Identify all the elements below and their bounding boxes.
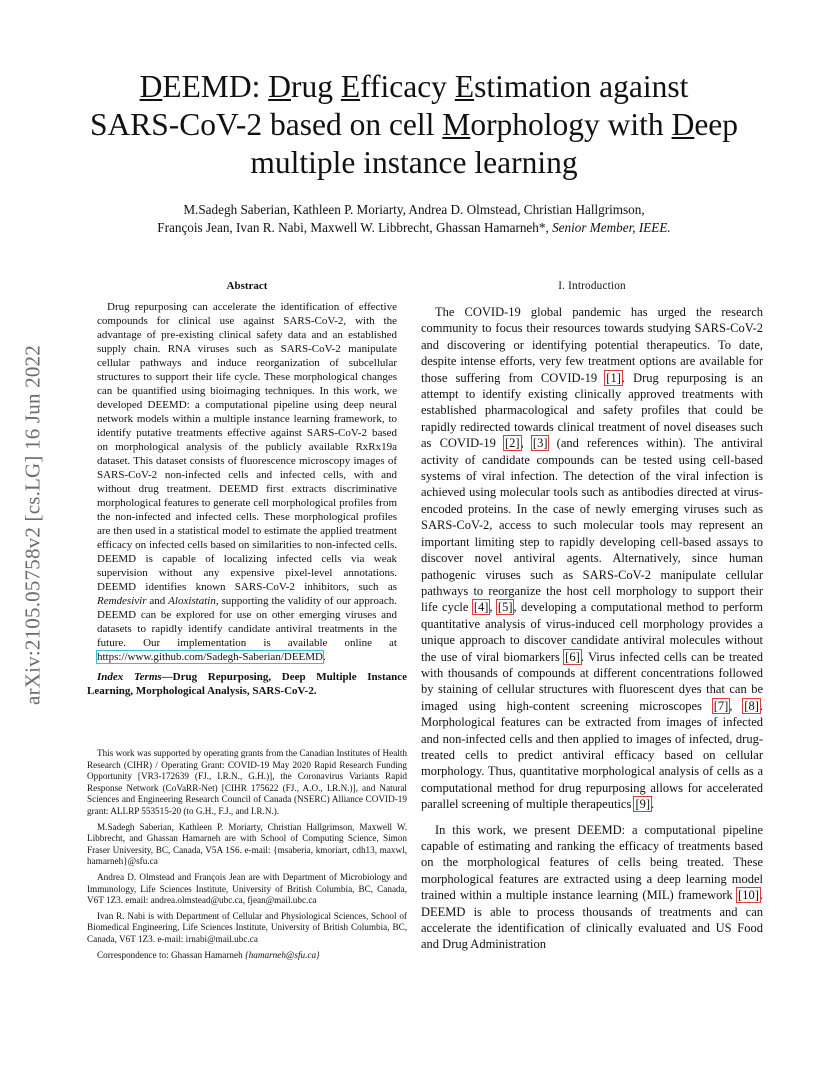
citation-link[interactable]: [2]: [505, 436, 520, 451]
citation-link[interactable]: [4]: [473, 600, 489, 615]
intro-paragraph-1: The COVID-19 global pandemic has urged the research community to focus their resources towards studying SARS-CoV-2 and discovering or identifying potential therapeutics. To date, despite intense efforts, very few treatment options are available for those suffering from COVID-19 [1]. Drug repurposing is an attempt to identify existing clinically approved treatments with established pharmacological and safety profiles that could be rapidly redirected towards clinical treatment of novel diseases such as COVID-19 [2], [3] (and references within). The antiviral activity of candidate compounds can be tested using cell-based systems of viral infection. The detection of the viral infection is achieved using molecular tools such as antibodies directed at virus-encoded proteins. In the case of newly emerging viruses such as SARS-CoV-2, access to such molecular tools may represent an important limiting step to rapidly developing cell-based assays to discover novel antiviral agents. Alternatively, since human pathogenic viruses such as SARS-CoV-2 manipulate cellular pathways to reorganize the host cell morphology to support their life cycle [4], [5], developing a computational method to perform quantitative analysis of virus-induced cell morphology provides a unique approach to discover candidate antiviral molecules without the use of viral biomarkers [6]. Virus infected cells can be treated with thousands of compounds at different concentrations followed by staining of cellular structures with fluorescent dyes that can be imaged using high-content screening microscopes [7], [8]. Morphological features can be extracted from images of infected and non-infected cells and then applied to images of infected, drug-treated cells to predict antiviral efficacy based on cellular morphology. Thus, quantitative morphological analysis of cells as a computational method for drug repurposing allows for accelerated parallel screening of multiple therapeutics [9].: [421, 305, 764, 812]
drug-remdesivir: Remdesivir: [97, 595, 147, 607]
intro-paragraph-2: In this work, we present DEEMD: a computational pipeline capable of estimating and ranking the efficacy of treatments based on the morphological features of cells being treated. These morphological features are extracted using a deep learning model trained within a multiple instance learning (MIL) framework [10]. DEEMD is able to process thousands of treatments and can accelerate the identification of clinically evaluated and US Food and Drug Administration: [421, 822, 763, 952]
title-letter-d: D: [139, 69, 163, 104]
citation-link[interactable]: [9]: [635, 797, 651, 812]
github-link[interactable]: https://www.github.com/Sadegh-Saberian/DEEMD: [97, 651, 323, 663]
citation-link[interactable]: [6]: [565, 649, 580, 664]
footnote-affiliation-ubc-micro: Andrea D. Olmstead and François Jean are with Department of Microbiology and Immunology, Life Sciences Institute, University of British Columbia, BC, Canada, V6T 1Z3. email: andrea.olmstead@ubc.ca, fjean@mail.ubc.ca: [87, 871, 407, 906]
correspondence-email: {hamarneh@sfu.ca}: [244, 949, 320, 960]
arxiv-identifier-text: arXiv:2105.05758v2 [cs.LG] 16 Jun 2022: [20, 345, 45, 705]
footnote-funding: This work was supported by operating grants from the Canadian Institutes of Health Research (CIHR) / Operating Grant: COVID-19 May 2020 Rapid Research Funding Opportunity [VR3-172639 (FJ., I.R.N., G.H.)], the Coronavirus Variants Rapid Response Network (CoVaRR-Net) [CIHR 175622 (FJ., A.O., I.R.N.)], and Natural Sciences and Engineering Research Council of Canada (NSERC) Alliance COVID-19 grant: ALLRP 553515-20 (to G.H., F.J., and I.R.N.).: [87, 748, 407, 816]
arxiv-identifier: [18, 290, 48, 760]
section-heading-introduction: I. Introduction: [558, 280, 626, 292]
left-column: [87, 279, 407, 698]
author-list: [60, 201, 768, 237]
citation-link[interactable]: [1]: [606, 370, 621, 385]
citation-link[interactable]: [10]: [738, 888, 759, 903]
citation-link[interactable]: [7]: [713, 698, 729, 713]
index-terms-label: Index Terms: [97, 671, 162, 683]
footnote-affiliation-ubc-cell: Ivan R. Nabi is with Department of Cellular and Physiological Sciences, School of Biomedical Engineering, Life Sciences Institute, University of British Columbia, BC, Canada, V6T 1Z3. e-mail: irnabi@mail.ubc.ca: [87, 910, 407, 944]
authors-line-1: M.Sadegh Saberian, Kathleen P. Moriarty, Andrea D. Olmstead, Christian Hallgrimson,: [183, 202, 645, 217]
index-terms: Index Terms—Drug Repurposing, Deep Multiple Instance Learning, Morphological Analysis, SARS-CoV-2.: [87, 671, 407, 697]
authors-line-2: François Jean, Ivan R. Nabi, Maxwell W. Libbrecht, Ghassan Hamarneh*,: [157, 220, 553, 235]
ieee-membership: Senior Member, IEEE.: [552, 220, 671, 235]
footnotes: [87, 748, 407, 965]
paper-title: DEEMD: Drug Efficacy Estimation against SARS-CoV-2 based on cell Morphology with Deep multiple instance learning: [89, 69, 739, 180]
citation-link[interactable]: [8]: [744, 698, 759, 713]
drug-aloxistatin: Aloxistatin: [168, 595, 216, 607]
abstract-heading: Abstract: [226, 280, 268, 292]
footnote-affiliation-sfu: M.Sadegh Saberian, Kathleen P. Moriarty, Christian Hallgrimson, Maxwell W. Libbrecht, and Ghassan Hamarneh are with School of Computing Science, Simon Fraser University, BC, Canada, V5A 1S6. e-mail: {msaberia, kmoriart, cdh13, maxwl, hamarneh}@sfu.ca: [87, 821, 407, 867]
footnote-correspondence: Correspondence to: Ghassan Hamarneh {hamarneh@sfu.ca}: [97, 949, 320, 960]
right-column: [421, 279, 763, 962]
citation-link[interactable]: [5]: [497, 600, 513, 615]
abstract-body: Drug repurposing can accelerate the identification of effective compounds for clinical use against SARS-CoV-2, with the advantage of pre-existing clinical safety data and an established supply chain. RNA viruses such as SARS-CoV-2 manipulate cellular pathways and induce reorganization of subcellular structures to support their life cycle. These morphological changes can be quantified using bioimaging techniques. In this work, we developed DEEMD: a computational pipeline using deep neural network models within a multiple instance learning framework, to identify putative treatments effective against SARS-CoV-2 based on morphological analysis of the publicly available RxRx19a dataset. This dataset consists of fluorescence microscopy images of SARS-CoV-2 non-infected cells and infected cells, with and without drug treatment. DEEMD first extracts discriminative morphological features to generate cell morphological profiles from the non-infected and infected cells. These morphological profiles are then used in a statistical model to estimate the applied treatment efficacy on infected cells based on similarities to non-infected cells. DEEMD is capable of localizing infected cells via weak supervision without any expensive pixel-level annotations. DEEMD identifies known SARS-CoV-2 inhibitors, such as Remdesivir and Aloxistatin, supporting the validity of our approach. DEEMD can be explored for use on other emerging viruses and datasets to rapidly identify candidate antiviral treatments in the future. Our implementation is available online at https://www.github.com/Sadegh-Saberian/DEEMD.: [97, 301, 397, 663]
citation-link[interactable]: [3]: [532, 436, 548, 451]
